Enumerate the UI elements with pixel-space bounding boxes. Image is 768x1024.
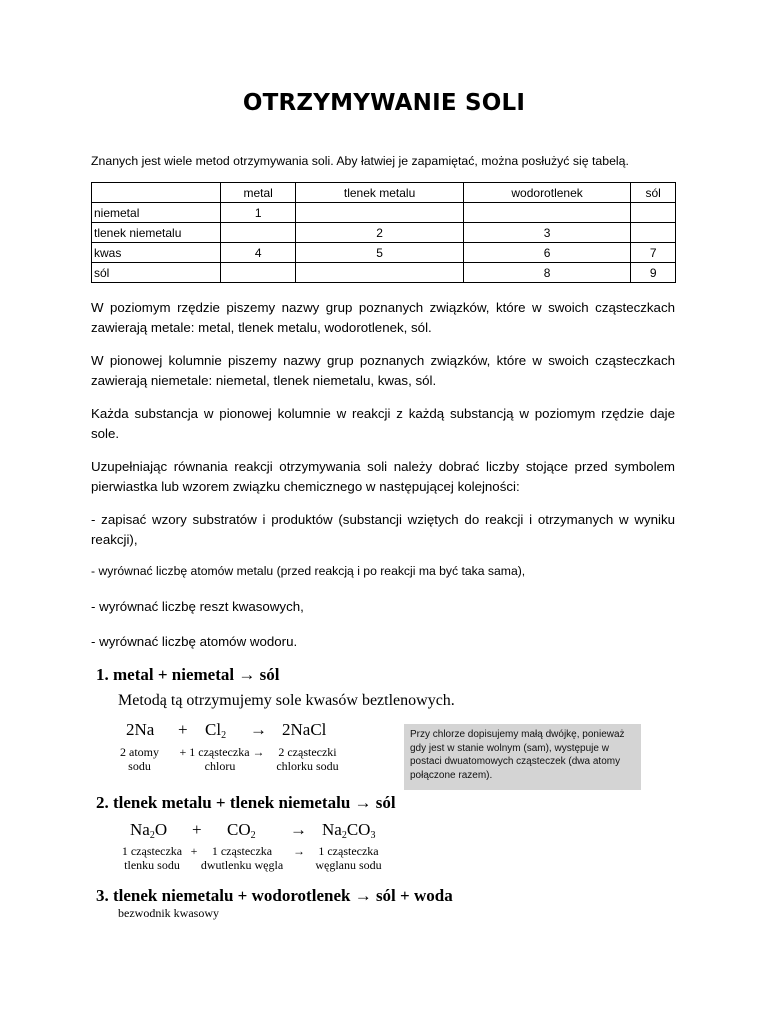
method-2-heading: 2. tlenek metalu + tlenek niemetalu → sól (96, 793, 396, 812)
table-cell: 7 (631, 243, 676, 263)
table-row (92, 203, 676, 223)
table-row (92, 243, 676, 263)
page-title: OTRZYMYWANIE SOLI (242, 90, 526, 116)
method-3-heading: 3. tlenek niemetalu + wodorotlenek → sól + woda (96, 886, 453, 905)
table-cell (221, 223, 296, 243)
table-cell (296, 203, 464, 223)
table-cell (463, 203, 631, 223)
eq1-caption-op: + 1 cząsteczka → (179, 745, 265, 759)
method-1-subtitle: Metodą tą otrzymujemy sole kwasów beztlenowych. (118, 692, 455, 709)
table-cell: 2 (296, 223, 464, 243)
eq1-reactant-na: 2Na (126, 720, 155, 739)
eq2-reactant-na2o: $Na_2O$ (130, 820, 168, 841)
table-header-row (92, 183, 676, 203)
eq1-reactant-cl2: $Cl_2$ (205, 720, 227, 741)
table-row (92, 223, 676, 243)
eq2-reactant-co2: $CO_2$ (227, 820, 256, 841)
paragraph-vertical-column: W pionowej kolumnie piszemy nazwy grup poznanych związków, które w swoich cząsteczkach zawierają niemetale: niemetal, tlenek niemetalu, kwas, sól. (91, 353, 675, 388)
table-cell: 5 (296, 243, 464, 263)
eq2-arrow: → (290, 820, 307, 839)
bullet-write-formulas: - zapisać wzory substratów i produktów (substancji wziętych do reakcji i otrzymanych w wyniku reakcji), (91, 512, 675, 547)
table-cell: 6 (463, 243, 631, 263)
method-3-subtitle: bezwodnik kwasowy (118, 906, 219, 920)
table-header-cell: tlenek metalu (296, 183, 464, 203)
paragraph-balancing-intro: Uzupełniając równania reakcji otrzymywania soli należy dobrać liczby stojące przed symbolem pierwiastka lub wzorem związku chemicznego w następującej kolejności: (91, 459, 675, 494)
table-header-cell: metal (221, 183, 296, 203)
eq1-caption-sodium: 2 atomy sodu (120, 745, 159, 773)
table-cell (631, 223, 676, 243)
table-row-label: niemetal (92, 203, 221, 223)
eq2-caption-plus: + (190, 844, 198, 858)
table-cell (631, 203, 676, 223)
eq1-arrow: → (250, 720, 267, 739)
table-row-label: tlenek niemetalu (92, 223, 221, 243)
bullet-balance-acid-residues: - wyrównać liczbę reszt kwasowych, (91, 599, 304, 614)
table-header-cell (92, 183, 221, 203)
eq2-plus: + (192, 820, 202, 839)
eq1-caption-chlorine: chloru (204, 759, 236, 773)
eq2-caption-na2o: 1 cząsteczka tlenku sodu (121, 844, 183, 872)
method-1-heading: 1. metal + niemetal → sól (96, 665, 280, 684)
chlorine-note-box: Przy chlorze dopisujemy małą dwójkę, ponieważ gdy jest w stanie wolnym (sam), występuje w postaci dwuatomowych cząsteczek (dwa atomy połączone razem). (404, 724, 641, 790)
table-row-label: kwas (92, 243, 221, 263)
eq2-product-na2co3: $Na_2CO_3$ (322, 820, 376, 841)
table-cell: 1 (221, 203, 296, 223)
paragraph-reaction-rule: Każda substancja w pionowej kolumnie w reakcji z każdą substancją w poziomym rzędzie daje sole. (91, 406, 675, 441)
table-header-cell: sól (631, 183, 676, 203)
table-cell (296, 263, 464, 283)
intro-text: Znanych jest wiele metod otrzymywania soli. Aby łatwiej je zapamiętać, można posłużyć się tabelą. (91, 154, 629, 168)
eq2-caption-arrow: → (293, 844, 305, 858)
table-row-label: sól (92, 263, 221, 283)
bullet-balance-hydrogen: - wyrównać liczbę atomów wodoru. (91, 634, 298, 649)
paragraph-horizontal-row: W poziomym rzędzie piszemy nazwy grup poznanych związków, które w swoich cząsteczkach zawierają metale: metal, tlenek metalu, wodorotlenek, sól. (91, 300, 675, 335)
table-cell: 3 (463, 223, 631, 243)
eq1-product-nacl: 2NaCl (282, 720, 327, 739)
table-cell: 8 (463, 263, 631, 283)
table-cell: 4 (221, 243, 296, 263)
eq1-plus: + (178, 720, 188, 739)
eq2-caption-co2: 1 cząsteczka dwutlenku węgla (200, 844, 284, 872)
table-cell (221, 263, 296, 283)
table-row (92, 263, 676, 283)
table-cell: 9 (631, 263, 676, 283)
eq2-caption-na2co3: 1 cząsteczka węglanu sodu (315, 844, 382, 872)
bullet-balance-metal: - wyrównać liczbę atomów metalu (przed reakcją i po reakcji ma być taka sama), (91, 564, 526, 578)
eq1-caption-nacl: 2 cząsteczki chlorku sodu (276, 745, 339, 773)
table-header-cell: wodorotlenek (463, 183, 631, 203)
salts-table (91, 182, 676, 283)
